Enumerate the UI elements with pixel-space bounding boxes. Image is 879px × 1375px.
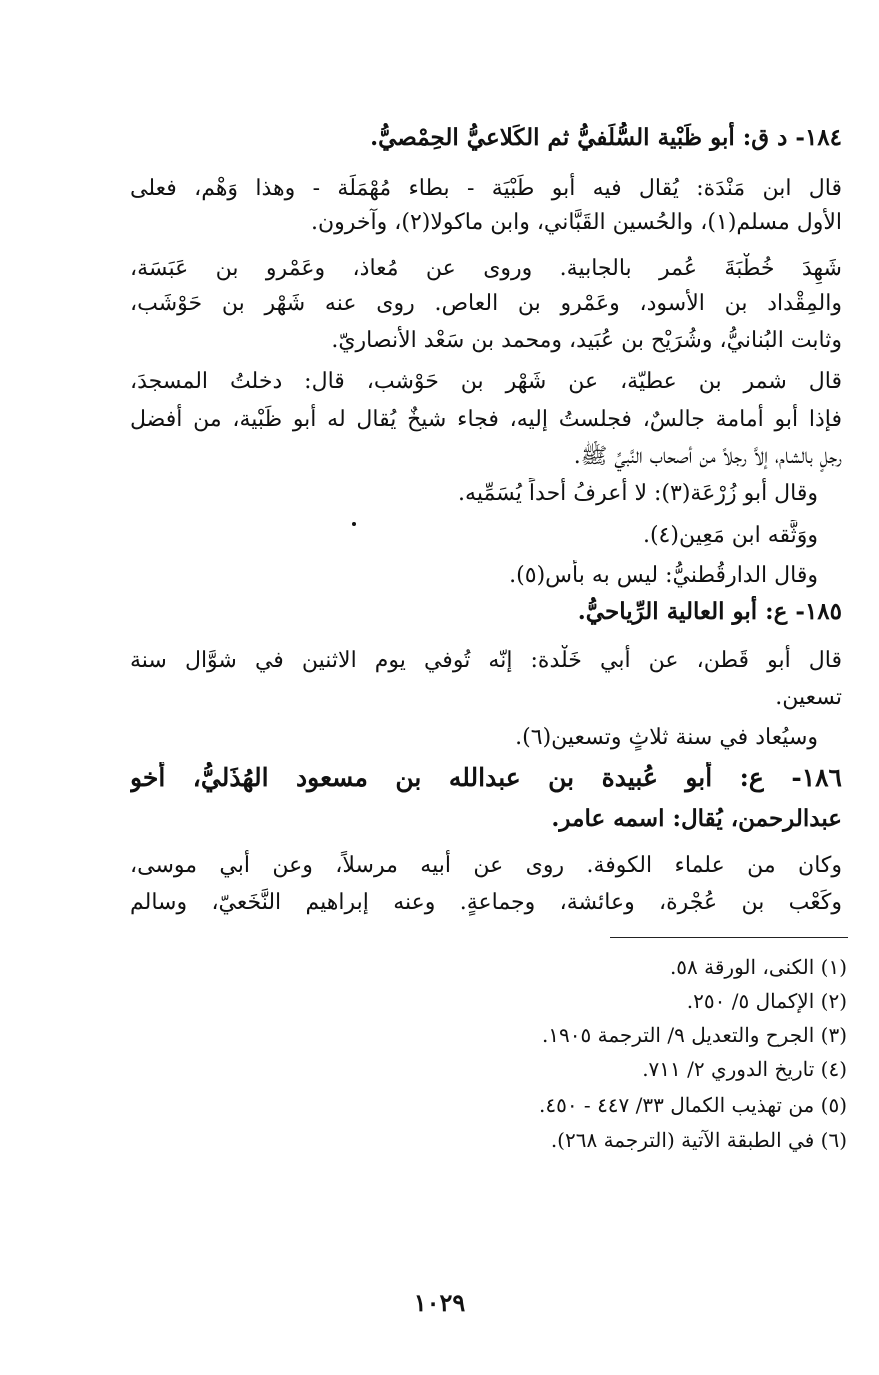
footnote-2: (٢) الإكمال ٥/ ٢٥٠. [686, 989, 847, 1013]
footnote-rule [610, 937, 848, 938]
entry-184-line: فإذا أبو أُمامة جالسٌ، فجلستُ إليه، فجاء شيخٌ يُقال له أبو ظَبْية، من أفضل [130, 407, 842, 432]
entry-184-line: ووَثَّقه ابن مَعِين(٤). [642, 523, 818, 548]
entry-185-line: وسيُعاد في سنة ثلاثٍ وتسعين(٦). [515, 725, 818, 750]
entry-186-line: وكَعْب بن عُجْرة، وعائشة، وجماعةٍ. وعنه إبراهيم النَّخَعيّ، وسالم [130, 890, 842, 915]
footnote-5: (٥) من تهذيب الكمال ٣٣/ ٤٤٧ - ٤٥٠. [538, 1093, 847, 1117]
entry-184-line: وثابت البُنانيُّ، وشُرَيْح بن عُبَيد، ومحمد بن سَعْد الأنصاريّ. [331, 328, 842, 353]
entry-184-line: وقال أبو زُرْعَة(٣): لا أعرفُ أحداً يُسَمِّيه. [458, 481, 818, 506]
entry-184-line: والمِقْداد بن الأسود، وعَمْرو بن العاص. روى عنه شَهْر بن حَوْشَب، [130, 291, 842, 316]
footnote-4: (٤) تاريخ الدوري ٢/ ٧١١. [642, 1057, 847, 1081]
entry-185-line: تسعين. [775, 685, 842, 710]
entry-184-line: قال ابن مَنْدَة: يُقال فيه أبو طَبْيَة - بطاء مُهْمَلَة - وهذا وَهْم، فعلى [130, 176, 842, 201]
page-number: ١٠٢٩ [413, 1288, 466, 1317]
entry-184-line: شَهِدَ خُطْبَةَ عُمر بالجابية. وروى عن مُعاذ، وعَمْرو بن عَبَسَة، [130, 256, 842, 281]
entry-185-line: قال أبو قَطن، عن أبي خَلْدة: إنّه تُوفي يوم الاثنين في شوَّال سنة [130, 648, 842, 673]
entry-184-heading: ١٨٤- د ق: أبو ظَبْية السُّلَفيُّ ثم الكَلاعيُّ الحِمْصيُّ. [370, 124, 842, 151]
entry-184-line: الأول مسلم(١)، والحُسين القَبَّاني، وابن ماكولا(٢)، وآخرون. [311, 210, 842, 235]
entry-185-heading: ١٨٥- ع: أبو العالية الرِّياحيُّ. [577, 598, 842, 625]
entry-186-line: وكان من علماء الكوفة. روى عن أبيه مرسلاً، وعن أبي موسى، [130, 853, 842, 878]
footnote-3: (٣) الجرح والتعديل ٩/ الترجمة ١٩٠٥. [541, 1023, 847, 1047]
footnote-1: (١) الكنى، الورقة ٥٨. [669, 955, 847, 979]
entry-186-heading: عبدالرحمن، يُقال: اسمه عامر. [551, 805, 842, 832]
footnote-6: (٦) في الطبقة الآتية (الترجمة ٢٦٨). [550, 1128, 847, 1152]
entry-184-line: وقال الدارقُطنيُّ: ليس به بأس(٥). [509, 563, 818, 588]
entry-184-line: رجلٍ بالشام، إلاَّ رجلاً من أصحاب النَّبيِّ ﷺ. [573, 444, 842, 469]
entry-184-line: قال شمر بن عطيّة، عن شَهْر بن حَوْشب، قال: دخلتُ المسجدَ، [130, 369, 842, 394]
ink-speck [352, 522, 356, 526]
entry-186-heading: ١٨٦- ع: أبو عُبيدة بن عبدالله بن مسعود الهُذَليُّ، أخو [130, 763, 842, 792]
